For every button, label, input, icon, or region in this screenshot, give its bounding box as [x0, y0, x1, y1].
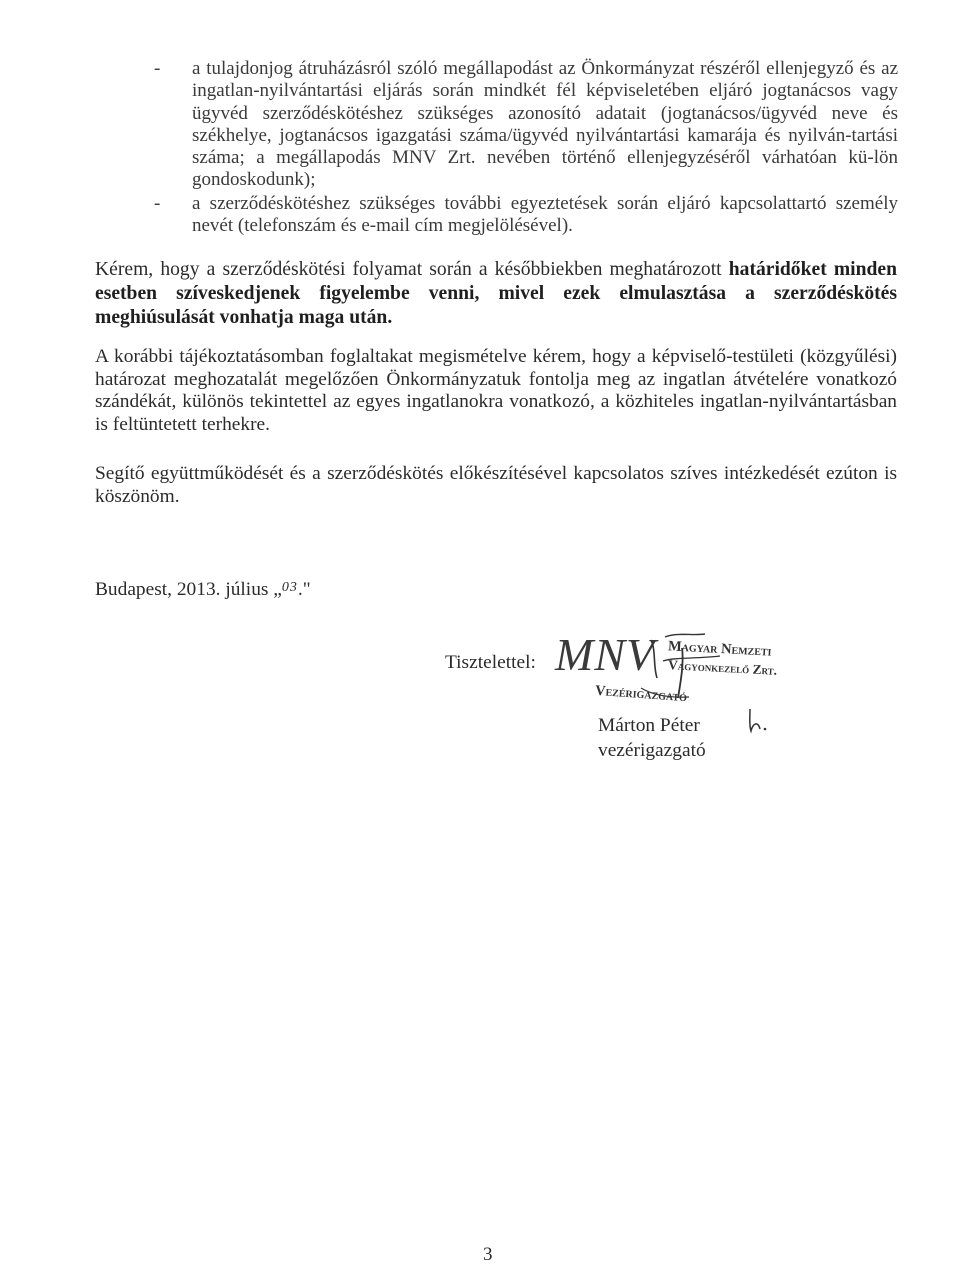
handwritten-day: 03: [281, 580, 298, 595]
bullet-dash: -: [154, 58, 161, 79]
thanks-paragraph: Segítő együttműködését és a szerződéskötés előkészítésével kapcsolatos szíves intézkedését ezúton is köszönöm.: [95, 463, 897, 507]
place-and-date: [95, 579, 311, 601]
date-suffix: .": [297, 579, 311, 600]
closing-salutation: Tisztelettel:: [445, 652, 536, 673]
list-item: [150, 58, 898, 192]
signer-name: Márton Péter: [598, 715, 700, 736]
stamp-line-3: Vezérigazgató: [594, 682, 688, 706]
handwritten-signature: [555, 628, 795, 708]
requirements-list: [150, 58, 898, 237]
deadline-paragraph-emphasis: határidőket minden esetben szíveskedjenek figyelembe venni, mivel ezek elmulasztása a szerződéskötés meghiúsulását vonhatja maga után.: [95, 259, 897, 328]
signer-block: [598, 713, 706, 763]
deadline-paragraph: [95, 258, 897, 330]
signature-stamp: [555, 628, 795, 708]
property-intent-paragraph: A korábbi tájékoztatásomban foglaltakat megismételve kérem, hogy a képviselő-testületi (közgyűlési) határozat meghozatalát megelőzően Önkormányzatuk fontolja meg az ingatlan átvételére vonatkozó szándékát, különös tekintettel az egyes ingatlanokra vonatkozó, a közhiteles ingatlan-nyilvántartásban is feltüntetett terhekre.: [95, 346, 897, 435]
date-prefix: Budapest, 2013. július „: [95, 579, 282, 600]
list-item: [150, 193, 898, 238]
signature-initial-mark: [746, 707, 770, 735]
list-item-text: a tulajdonjog átruházásról szóló megállapodást az Önkormányzat részéről ellenjegyző és az ingatlan-nyilvántartási eljárás során mindkét fél képviseletében eljáró jogtanácsos vagy ügyvéd szerződéskötéshez szükséges azonosító adatait (jogtanácsos/ügyvéd neve és székhelye, jogtanácsos igazgatási száma/ügyvéd nyilvántartási kamarája és nyilván-tartási száma; a megállapodás MNV Zrt. nevében történő ellenjegyzéséről várhatóan kü-lön gondoskodunk);: [192, 58, 898, 191]
page-number: 3: [483, 1244, 493, 1265]
mnv-logo: MNV: [555, 629, 656, 680]
signer-title: vezérigazgató: [598, 740, 706, 761]
bullet-dash: -: [154, 192, 161, 214]
stamp-line-2: Vagyonkezelő Zrt.: [667, 657, 778, 678]
deadline-paragraph-lead: Kérem, hogy a szerződéskötési folyamat során a későbbiekben meghatározott: [95, 259, 722, 280]
list-item-text: a szerződéskötéshez szükséges további egyeztetések során eljáró kapcsolattartó személy nevét (telefonszám és e-mail cím megjelölésével).: [192, 192, 898, 237]
stamp-line-1: Magyar Nemzeti: [667, 638, 772, 660]
